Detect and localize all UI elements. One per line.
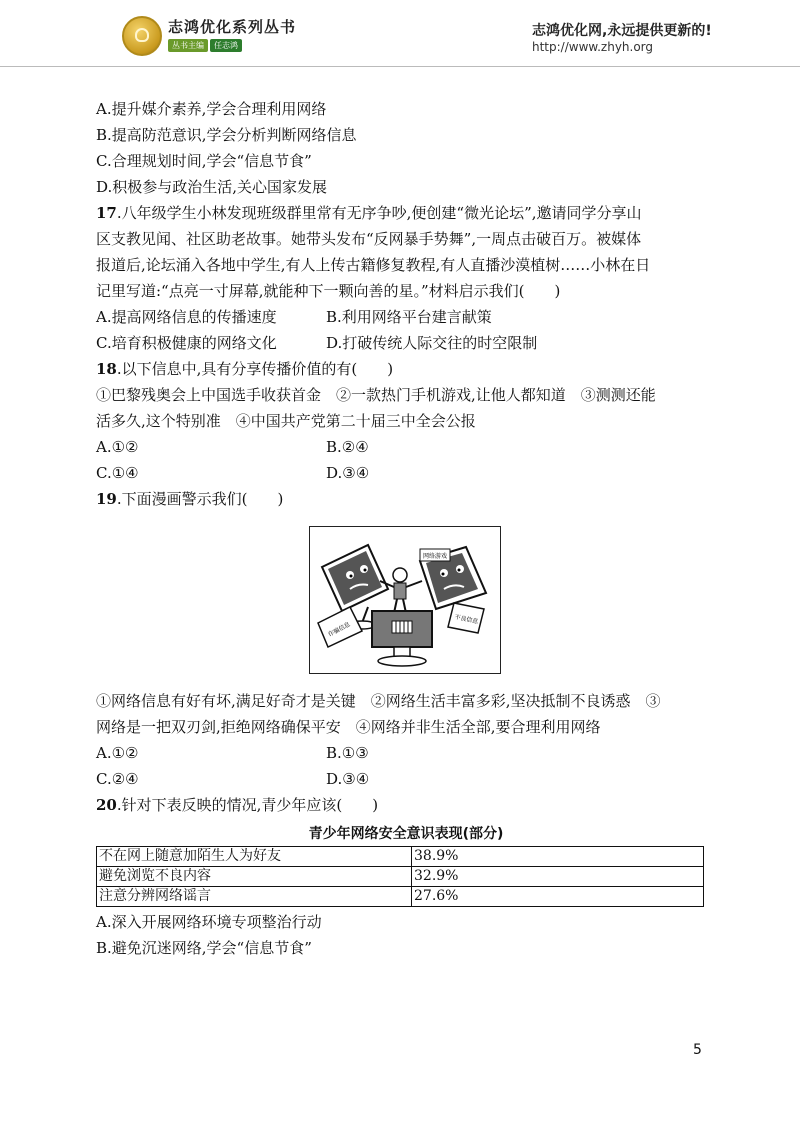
question-text-line: ①巴黎残奥会上中国选手收获首金 ②一款热门手机游戏,让他人都知道 ③测测还能: [96, 386, 656, 404]
comic-drawing: [310, 527, 500, 673]
table-title: 青少年网络安全意识表现(部分): [308, 826, 504, 842]
table-cell: 32.9%: [412, 867, 704, 887]
comic-illustration: [309, 526, 501, 674]
table-cell: 38.9%: [412, 847, 704, 867]
option-text: A.深入开展网络环境专项整治行动: [96, 913, 322, 931]
question-text-line: 活多久,这个特别准 ④中国共产党第二十届三中全会公报: [96, 412, 476, 430]
question-18-stem: 18.以下信息中,具有分享传播价值的有( ): [96, 360, 394, 378]
option-text: D.③④: [326, 464, 370, 482]
question-number: 18: [96, 360, 117, 378]
editor-badges: [168, 39, 242, 52]
option-text: D.打破传统人际交往的时空限制: [326, 334, 538, 352]
site-url[interactable]: http://www.zhyh.org: [532, 40, 654, 54]
question-text-line: 报道后,论坛涌入各地中学生,有人上传古籍修复教程,有人直播沙漠植树……小林在日: [96, 256, 651, 274]
option-row: [96, 766, 716, 792]
option-text: C.培育积极健康的网络文化: [96, 334, 277, 352]
comic-label: 诈骗信息: [327, 620, 352, 639]
option-row: [96, 304, 716, 330]
option-text: A.提升媒介素养,学会合理利用网络: [96, 100, 327, 118]
option-row: [96, 330, 716, 356]
table-row: [97, 867, 704, 887]
option-text: A.提高网络信息的传播速度: [96, 308, 277, 326]
question-text-line: ①网络信息有好有坏,满足好奇才是关键 ②网络生活丰富多彩,坚决抵制不良诱惑 ③: [96, 692, 661, 710]
comic-label: 不良信息: [453, 613, 479, 626]
table-cell: 注意分辨网络谣言: [97, 887, 412, 907]
series-title: 志鸿优化系列丛书: [168, 18, 297, 36]
option-text: A.①②: [96, 438, 139, 456]
question-text-line: 区支教见闻、社区助老故事。她带头发布“反网暴手势舞”,一周点击破百万。被媒体: [96, 230, 642, 248]
table-cell: 27.6%: [412, 887, 704, 907]
option-text: B.②④: [326, 438, 369, 456]
option-text: D.③④: [326, 770, 370, 788]
option-text: C.①④: [96, 464, 139, 482]
option-text: B.利用网络平台建言献策: [326, 308, 492, 326]
option-text: C.合理规划时间,学会“信息节食”: [96, 152, 312, 170]
question-number: 17: [96, 204, 117, 222]
table-cell: 避免浏览不良内容: [97, 867, 412, 887]
option-row: [96, 740, 716, 766]
table-cell: 不在网上随意加陌生人为好友: [97, 847, 412, 867]
table-row: [97, 887, 704, 907]
question-text-line: 记里写道:“点亮一寸屏幕,就能种下一颗向善的星。”材料启示我们( ): [96, 282, 561, 300]
option-text: D.积极参与政治生活,关心国家发展: [96, 178, 328, 196]
center-monitor-icon: [372, 611, 432, 666]
option-text: B.避免沉迷网络,学会“信息节食”: [96, 939, 312, 957]
badge-role: 丛书主编: [168, 39, 208, 52]
option-text: B.提高防范意识,学会分析判断网络信息: [96, 126, 357, 144]
site-slogan: 志鸿优化网,永远提供更新的!: [532, 23, 712, 39]
question-number: 20: [96, 796, 117, 814]
option-text: A.①②: [96, 744, 139, 762]
survey-table: [96, 846, 704, 907]
question-19-stem: 19.下面漫画警示我们( ): [96, 490, 284, 508]
option-text: B.①③: [326, 744, 369, 762]
table-row: [97, 847, 704, 867]
badge-name: 任志鸿: [210, 39, 242, 52]
header-divider: [0, 66, 800, 67]
comic-label: 网络游戏: [422, 553, 448, 560]
option-row: [96, 460, 716, 486]
page-number: 5: [693, 1042, 702, 1058]
question-17-stem: 17.八年级学生小林发现班级群里常有无序争吵,便创建“微光论坛”,邀请同学分享山: [96, 204, 642, 222]
question-number: 19: [96, 490, 117, 508]
publisher-logo: [122, 16, 162, 56]
question-text-line: 网络是一把双刃剑,拒绝网络确保平安 ④网络并非生活全部,要合理利用网络: [96, 718, 601, 736]
question-content: [96, 96, 716, 961]
option-row: [96, 434, 716, 460]
question-20-stem: 20.针对下表反映的情况,青少年应该( ): [96, 796, 379, 814]
page-header: [0, 0, 800, 70]
option-text: C.②④: [96, 770, 139, 788]
